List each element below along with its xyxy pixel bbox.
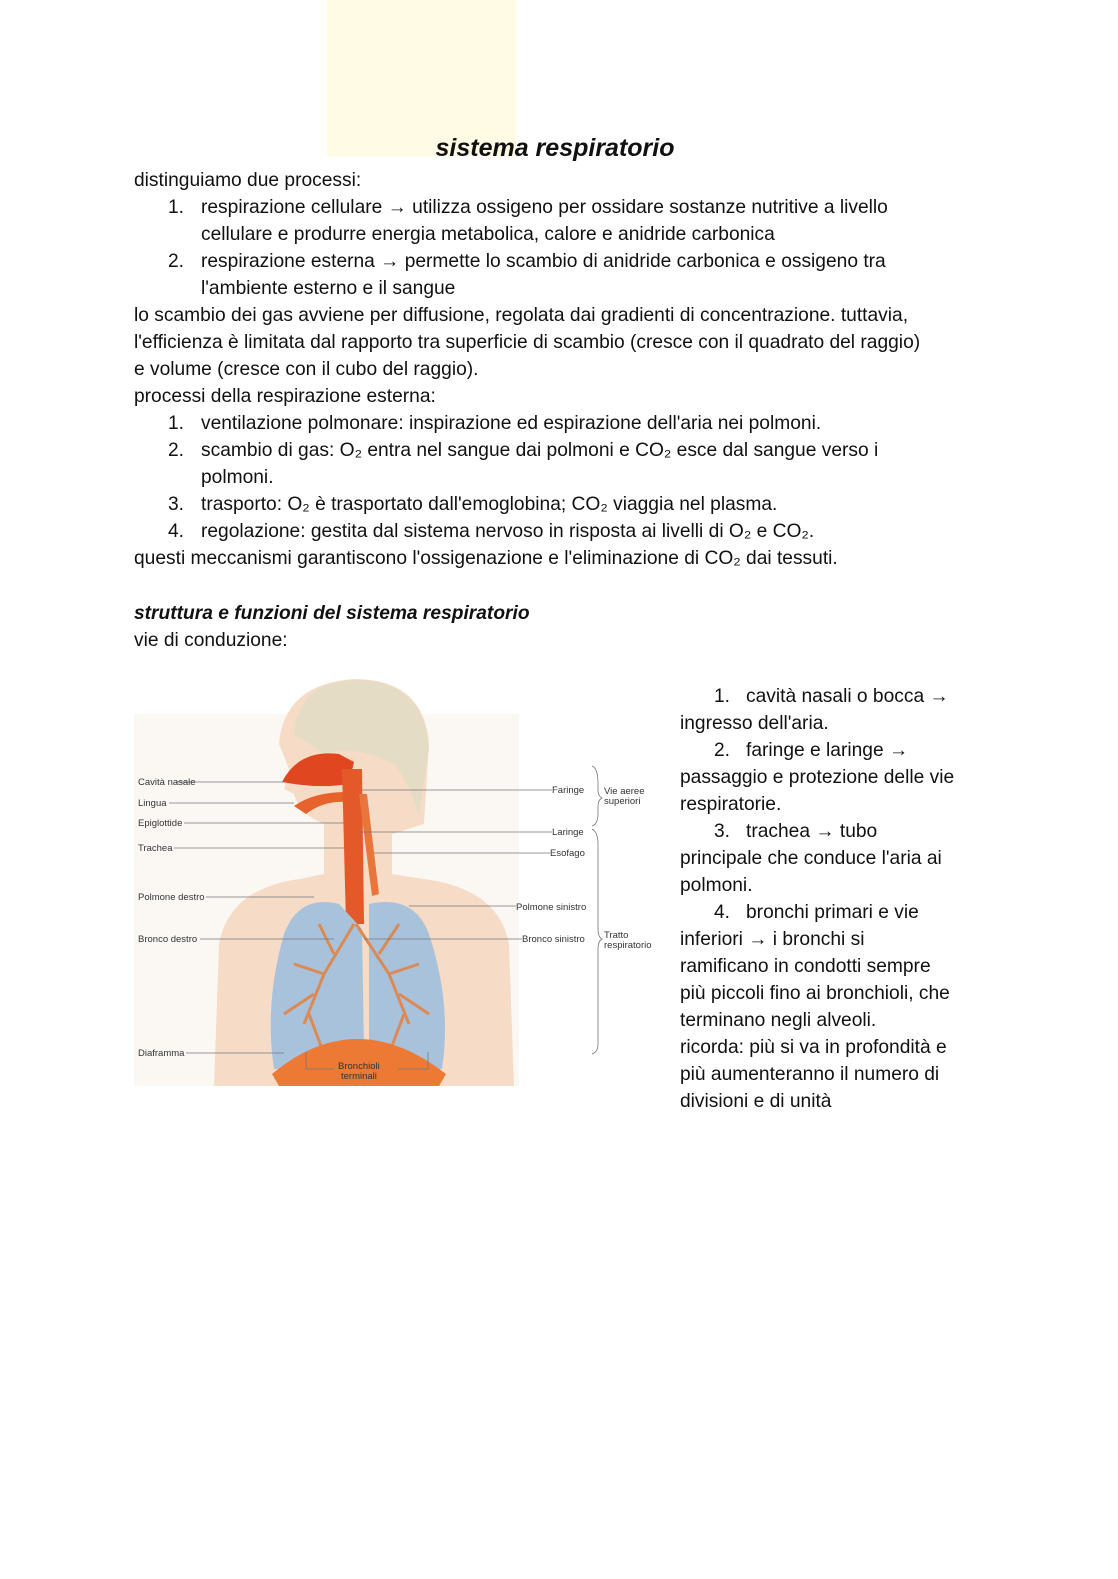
label-vie-aeree: Vie aeree: [604, 786, 645, 797]
list-number: 4.: [168, 521, 185, 542]
label-diaframma: Diaframma: [138, 1048, 185, 1059]
conduction-list: [680, 683, 990, 1115]
label-superiori: superiori: [604, 796, 641, 807]
label-terminali: terminali: [341, 1071, 377, 1082]
intro-text: distinguiamo due processi:: [134, 170, 362, 191]
section-intro: vie di conduzione:: [134, 630, 288, 651]
label-bronchioli: Bronchioli: [338, 1061, 380, 1072]
label-polmone-destro: Polmone destro: [138, 892, 205, 903]
list-item: cellulare e produrre energia metabolica, calore e anidride carbonica: [201, 224, 775, 245]
label-cavita-nasale: Cavità nasale: [138, 777, 196, 788]
paragraph-line: e volume (cresce con il cubo del raggio).: [134, 359, 479, 380]
list-text: bronchi primari e vie: [746, 902, 919, 923]
label-epiglottide: Epiglottide: [138, 818, 183, 829]
list-number: 4.: [714, 902, 731, 923]
label-bronco-destro: Bronco destro: [138, 934, 198, 945]
list-number: 3.: [714, 821, 731, 842]
list-item: l'ambiente esterno e il sangue: [201, 278, 456, 299]
list-item: trasporto: O₂ è trasportato dall'emoglobina; CO₂ viaggia nel plasma.: [201, 494, 778, 515]
list-number: 2.: [168, 440, 185, 461]
label-bronco-sinistro: Bronco sinistro: [522, 934, 585, 945]
list-number: 1.: [168, 197, 185, 218]
label-polmone-sinistro: Polmone sinistro: [516, 902, 587, 913]
list-item: scambio di gas: O₂ entra nel sangue dai polmoni e CO₂ esce dal sangue verso i: [201, 440, 879, 461]
conclusion-text: questi meccanismi garantiscono l'ossigenazione e l'eliminazione di CO₂ dai tessuti.: [134, 548, 838, 569]
list-item: respirazione esterna → permette lo scambio di anidride carbonica e ossigeno tra: [201, 251, 886, 272]
list-number: 3.: [168, 494, 185, 515]
list-text: respiratorie.: [680, 794, 782, 815]
list-item: [680, 737, 990, 764]
list-text: terminano negli alveoli.: [680, 1010, 877, 1031]
list-item: [680, 899, 990, 926]
list-item: polmoni.: [201, 467, 274, 488]
list-text: inferiori → i bronchi si: [680, 929, 865, 950]
label-trachea: Trachea: [138, 843, 173, 854]
list-text: trachea → tubo: [746, 821, 878, 842]
label-tratto: Tratto: [604, 930, 629, 941]
list-text: cavità nasali o bocca →: [746, 686, 949, 707]
page-title: sistema respiratorio: [435, 134, 675, 162]
label-faringe: Faringe: [552, 785, 585, 796]
list-number: 2.: [714, 740, 731, 761]
list-text: ingresso dell'aria.: [680, 713, 829, 734]
list-item: [680, 683, 990, 710]
list-text: principale che conduce l'aria ai: [680, 848, 942, 869]
paragraph-line: lo scambio dei gas avviene per diffusione, regolata dai gradienti di concentrazione. tuttavia,: [134, 305, 909, 326]
label-lingua: Lingua: [138, 798, 167, 809]
list-text: ramificano in condotti sempre: [680, 956, 931, 977]
list-text: polmoni.: [680, 875, 753, 896]
paragraph-line: l'efficienza è limitata dal rapporto tra superficie di scambio (cresce con il quadrato del raggio): [134, 332, 921, 353]
external-heading: processi della respirazione esterna:: [134, 386, 436, 407]
remember-note: più aumenteranno il numero di: [680, 1064, 940, 1085]
section-heading: struttura e funzioni del sistema respiratorio: [134, 603, 530, 624]
list-item: respirazione cellulare → utilizza ossigeno per ossidare sostanze nutritive a livello: [201, 197, 888, 218]
list-item: ventilazione polmonare: inspirazione ed espirazione dell'aria nei polmoni.: [201, 413, 822, 434]
list-number: 1.: [168, 413, 185, 434]
list-text: faringe e laringe →: [746, 740, 909, 761]
remember-note: ricorda: più si va in profondità e: [680, 1037, 947, 1058]
list-item: regolazione: gestita dal sistema nervoso in risposta ai livelli di O₂ e CO₂.: [201, 521, 815, 542]
respiratory-system-diagram: [134, 674, 664, 1086]
list-number: 1.: [714, 686, 731, 707]
list-text: passaggio e protezione delle vie: [680, 767, 955, 788]
label-laringe: Laringe: [552, 827, 584, 838]
remember-note: divisioni e di unità: [680, 1091, 832, 1112]
label-esofago: Esofago: [550, 848, 585, 859]
label-respiratorio: respiratorio: [604, 940, 652, 951]
brace-upper: [592, 766, 602, 826]
list-text: più piccoli fino ai bronchioli, che: [680, 983, 950, 1004]
brace-lower: [592, 829, 602, 1054]
list-item: [680, 818, 990, 845]
list-number: 2.: [168, 251, 185, 272]
